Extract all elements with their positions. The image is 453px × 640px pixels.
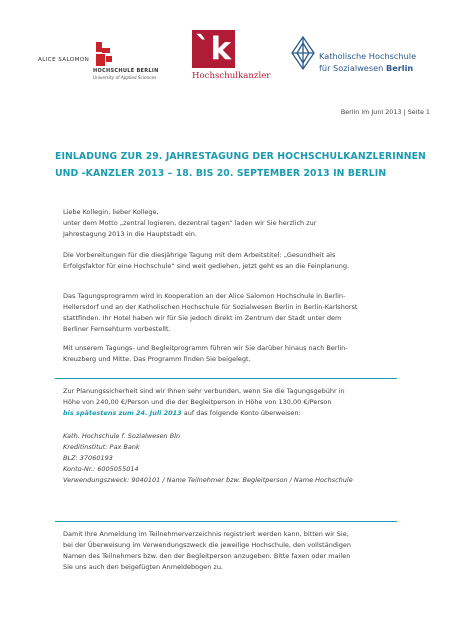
side-program-line-1: Mit unserem Tagungs- und Begleitprogramm führen wir Sie darüber hinaus nach Berlin- (63, 344, 348, 352)
payment-box (63, 386, 393, 419)
account-number: Konto-Nr.: 6005055014 (63, 465, 139, 473)
registration-line-1: Damit Ihre Anmeldung im Teilnehmerverzeichnis registriert werden kann, bitten wir Sie, (63, 530, 349, 538)
registration-line-3: Namen des Teilnehmers bzw. den der Begleitperson anzugeben. Bitte faxen oder mailen (63, 552, 351, 560)
alice-salomon-name: ALICE SALOMON (38, 57, 90, 63)
katholische-hochschule-line1: Katholische Hochschule (319, 51, 417, 61)
box-top-rule (55, 378, 397, 379)
paragraph-registration (63, 529, 393, 573)
hochschulkanzler-mark-box (192, 30, 235, 68)
bank-account-details (63, 431, 393, 486)
paragraph-side-program (63, 343, 393, 365)
alice-salomon-subtitle: University of Applied Sciences (93, 75, 157, 80)
preparation-line-1: Die Vorbereitungen für die diesjährige Tagung mit dem Arbeitstitel: „Gesundheit als (63, 251, 336, 259)
preparation-line-2: Erfolgsfaktor für eine Hochschule“ sind weit gediehen, jetzt geht es an die Feinplanung. (63, 262, 350, 270)
account-bank: Kreditinstitut: Pax Bank (63, 443, 140, 451)
hochschulkanzler-text: Hochschulkanzler (192, 71, 271, 81)
payment-line-1: Zur Planungssicherheit sind wir Ihnen sehr verbunden, wenn Sie die Tagungsgebühr in (63, 387, 345, 395)
registration-line-2: bei der Überweisung im Verwendungszweck die jeweilige Hochschule, den vollständigen (63, 541, 351, 549)
katholische-hochschule-line2: für Sozialwesen Berlin (319, 63, 414, 73)
katholische-hochschule-logo (290, 35, 430, 77)
account-blz: BLZ: 37060193 (63, 454, 113, 462)
account-holder: Kath. Hochschule f. Sozialwesen Bln (63, 432, 181, 440)
program-line-2: Hellersdorf und an der Katholischen Hochschule für Sozialwesen Berlin in Berlin-Karlshorst (63, 303, 358, 311)
paragraph-preparation (63, 250, 393, 272)
payment-deadline: bis spätestens zum 24. Juli 2013 (63, 409, 182, 417)
payment-line-2: Höhe von 240,00 €/Person und die der Begleitperson in Höhe von 130,00 €/Person (63, 398, 332, 406)
account-reference: Verwendungszweck: 9040101 / Name Teilnehmer bzw. Begleitperson / Name Hochschule (63, 476, 353, 484)
hochschulkanzler-logo (192, 30, 270, 84)
katholische-hochschule-mark-icon (290, 35, 316, 71)
paragraph-greeting (63, 207, 393, 240)
document-title (55, 148, 435, 182)
registration-line-4: Sie uns auch den beigefügten Anmeldebogen zu. (63, 563, 224, 571)
date-page-line: Berlin im Juni 2013 | Seite 1 (340, 108, 430, 116)
alice-salomon-school: HOCHSCHULE BERLIN (93, 68, 159, 74)
side-program-line-2: Kreuzberg und Mitte. Das Programm finden Sie beigelegt. (63, 355, 251, 363)
paragraph-program-location (63, 291, 393, 335)
program-line-4: Berliner Fernsehturm vorbestellt. (63, 325, 171, 333)
title-line-1: EINLADUNG ZUR 29. JAHRESTAGUNG DER HOCHSCHULKANZLERINNEN (55, 151, 426, 162)
program-line-1: Das Tagungsprogramm wird in Kooperation an der Alice Salomon Hochschule in Berlin- (63, 292, 346, 300)
alice-salomon-logo (38, 42, 178, 82)
hochschulkanzler-mark: `k (195, 31, 232, 67)
program-line-3: stattfinden. Ihr Hotel haben wir für Sie jedoch direkt im Zentrum der Stadt unter dem (63, 314, 342, 322)
greeting-line-1: Liebe Kollegin, lieber Kollege, (63, 208, 159, 216)
greeting-line-2: unter dem Motto „zentral logieren, dezentral tagen“ laden wir Sie herzlich zur (63, 219, 317, 227)
box-bottom-rule (55, 521, 397, 522)
alice-salomon-mark-icon (93, 42, 115, 66)
payment-line-3: bis spätestens zum 24. Juli 2013 auf das folgende Konto überweisen: (63, 409, 301, 417)
greeting-line-3: Jahrestagung 2013 in die Hauptstadt ein. (63, 230, 197, 238)
title-line-2: UND -KANZLER 2013 – 18. BIS 20. SEPTEMBER 2013 IN BERLIN (55, 168, 387, 179)
